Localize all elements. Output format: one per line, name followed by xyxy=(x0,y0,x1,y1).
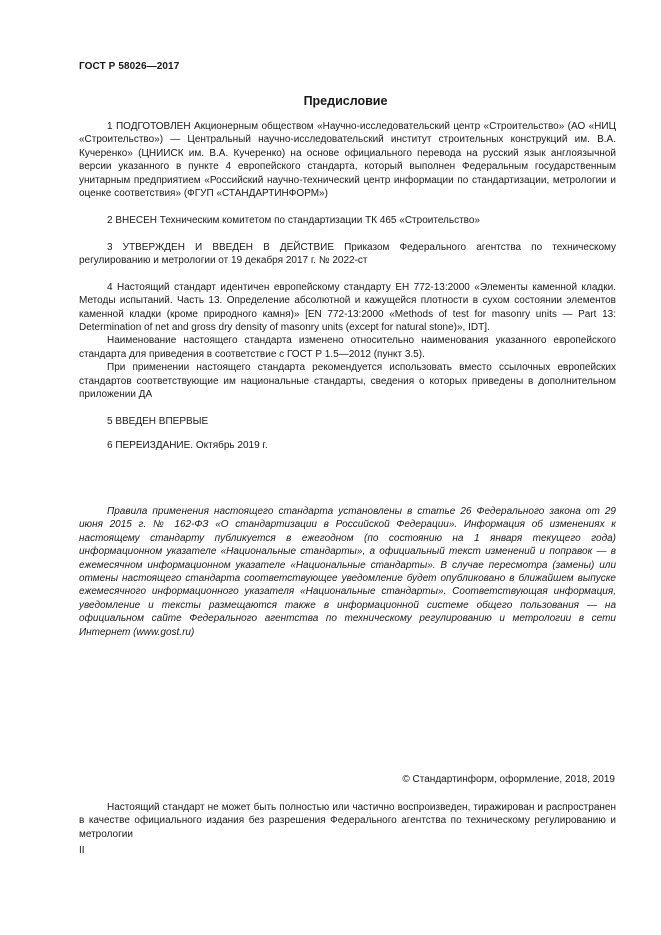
reproduction-rights: Настоящий стандарт не может быть полностью или частично воспроизведен, тиражирован и распространен в качестве официального издания без разрешения Федерального агентства по техническому регулированию и метрологии xyxy=(79,802,616,840)
paragraph-references: При применении настоящего стандарта рекомендуется использовать вместо ссылочных европейских стандартов соответствующие им национальные стандарты, сведения о которых приведены в дополнительном приложении ДА xyxy=(79,362,616,401)
copyright-line: © Стандартинформ, оформление, 2018, 2019 xyxy=(402,774,615,785)
paragraph-identical: 4 Настоящий стандарт идентичен европейскому стандарту ЕН 772-13:2000 «Элементы каменной кладки. Методы испытаний. Часть 13. Определение абсолютной и кажущейся плотности в сухом состоянии элементов каменной кладки (кроме природного камня)» [EN 772-13:2000 «Methods of test for masonry units — Part 13: Determination of net and gross dry density of masonry units (except for natural stone)», IDT]. xyxy=(79,281,616,334)
application-notice: Правила применения настоящего стандарта установлены в статье 26 Федерального закона от 29 июня 2015 г. № 162-ФЗ «О стандартизации в Российской Федерации». Информация об изменениях к настоящему стандарту публикуется в ежегодном (по состоянию на 1 января текущего года) информационном указателе «Национальные стандарты», а официальный текст изменений и поправок — в ежемесячном информационном указателе «Национальные стандарты». В случае пересмотра (замены) или отмены настоящего стандарта соответствующее уведомление будет опубликовано в ближайшем выпуске ежемесячного информационного указателя «Национальные стандарты». Соответствующая информация, уведомление и тексты размещаются также в информационной системе общего пользования — на официальном сайте Федерального агентства по техническому регулированию и метрологии в сети Интернет (www.gost.ru) xyxy=(79,506,616,638)
paragraph-prepared: 1 ПОДГОТОВЛЕН Акционерным обществом «Научно-исследовательский центр «Строительство» (АО «НИЦ «Строительство») — Центральный научно-исследовательский институт строительных конструкций им. В.А. Кучеренко» (ЦНИИСК им. В.А. Кучеренко) на основе официального перевода на русский язык англоязычной версии указанного в пункте 4 европейского стандарта, который выполнен Федеральным государственным унитарным предприятием «Российский научно-технический центр информации по стандартизации, метрологии и оценке соответствия» (ФГУП «СТАНДАРТИНФОРМ») xyxy=(79,121,616,200)
document-code: ГОСТ Р 58026—2017 xyxy=(79,61,180,72)
paragraph-first-introduced: 5 ВВЕДЕН ВПЕРВЫЕ xyxy=(107,415,209,427)
paragraph-approved: 3 УТВЕРЖДЕН И ВВЕДЕН В ДЕЙСТВИЕ Приказом Федерального агентства по техническому регулированию и метрологии от 19 декабря 2017 г. № 2022-ст xyxy=(79,241,616,267)
paragraph-reissue: 6 ПЕРЕИЗДАНИЕ. Октябрь 2019 г. xyxy=(107,440,268,452)
page-title: Предисловие xyxy=(303,94,388,108)
page-number: II xyxy=(79,845,85,856)
paragraph-introduced: 2 ВНЕСЕН Техническим комитетом по стандартизации ТК 465 «Строительство» xyxy=(107,214,480,226)
paragraph-name-changed: Наименование настоящего стандарта изменено относительно наименования указанного европейского стандарта для приведения в соответствие с ГОСТ Р 1.5—2012 (пункт 3.5). xyxy=(79,335,616,360)
foreword-body xyxy=(79,120,616,453)
